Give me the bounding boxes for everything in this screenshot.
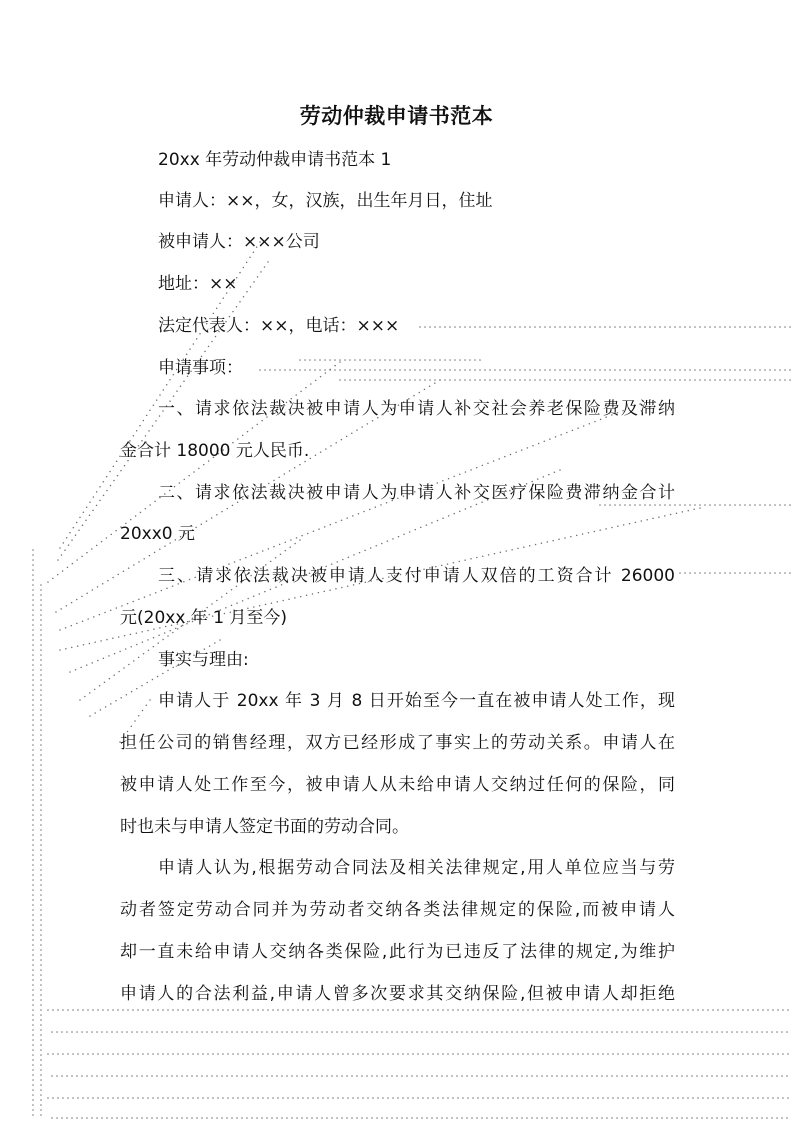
claim-3-line-1: 三、请求依法裁决被申请人支付申请人双倍的工资合计 26000 [158,566,675,586]
respondent-line: 被申请人：×××公司 [158,232,320,252]
facts-para-2-line-3: 却一直未给申请人交纳各类保险,此行为已违反了法律的规定,为维护 [120,942,675,962]
claims-heading: 申请事项： [158,358,243,378]
facts-para-1-line-4: 时也未与申请人签定书面的劳动合同。 [120,817,409,837]
facts-para-2-line-2: 动者签定劳动合同并为劳动者交纳各类法律规定的保险,而被申请人 [120,900,675,920]
page-title: 劳动仲裁申请书范本 [299,104,494,128]
facts-para-2-line-1: 申请人认为,根据劳动合同法及相关法律规定,用人单位应当与劳 [158,858,675,878]
subtitle-line: 20xx 年劳动仲裁申请书范本 1 [158,150,392,170]
claim-3-line-2: 元(20xx 年 1 月至今) [120,608,288,628]
facts-para-1-line-1: 申请人于 20xx 年 3 月 8 日开始至今一直在被申请人处工作，现 [158,691,675,711]
legal-rep-line: 法定代表人：××，电话：××× [158,316,400,336]
facts-para-2-line-4: 申请人的合法利益,申请人曾多次要求其交纳保险,但被申请人却拒绝 [120,984,675,1004]
applicant-line: 申请人：××，女，汉族，出生年月日，住址 [158,191,493,211]
facts-heading: 事实与理由: [158,650,249,670]
claim-2-line-2: 20xx0 元 [120,524,195,544]
address-line: 地址：×× [158,274,238,294]
claim-1-line-2: 金合计 18000 元人民币. [120,441,310,461]
facts-para-1-line-2: 担任公司的销售经理，双方已经形成了事实上的劳动关系。申请人在 [120,733,675,753]
facts-para-1-line-3: 被申请人处工作至今，被申请人从未给申请人交纳过任何的保险，同 [120,775,675,795]
claim-1-line-1: 一、请求依法裁决被申请人为申请人补交社会养老保险费及滞纳 [158,399,675,419]
claim-2-line-1: 二、请求依法裁决被申请人为申请人补交医疗保险费滞纳金合计 [158,483,675,503]
